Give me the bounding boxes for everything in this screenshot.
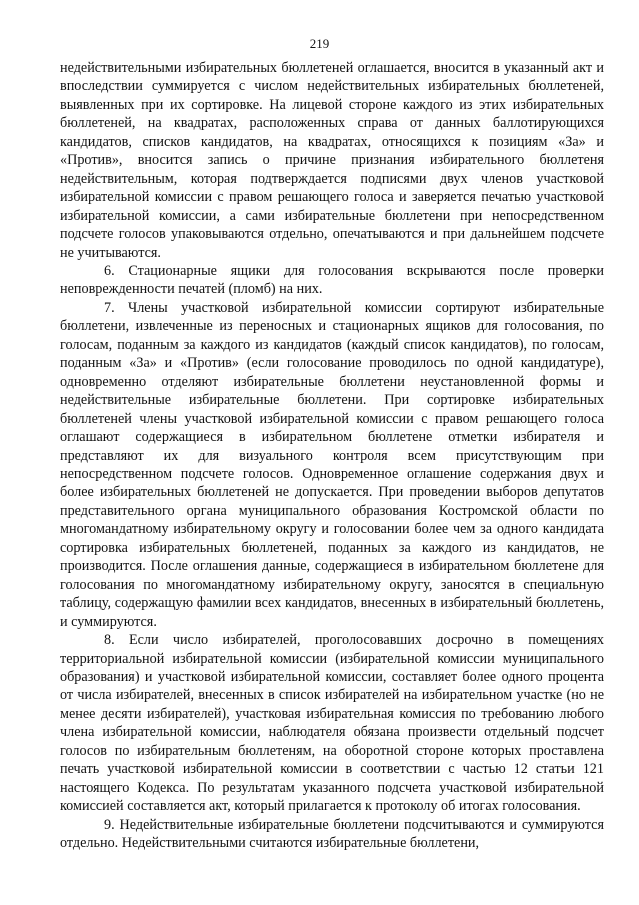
paragraph-7: 7. Члены участковой избирательной комиссии сортируют избирательные бюллетени, извлеченные из переносных и стационарных ящиков для голосования, по голосам, поданным за каждого из кандидатов (каждый список кандидатов), по голосам, поданным «За» и «Против» (если голосование проводилось по одной кандидатуре), одновременно отделяют избирательные бюллетени неустановленной формы и недействительные избирательные бюллетени. При сортировке избирательных бюллетеней члены участковой избирательной комиссии с правом решающего голоса оглашают содержащиеся в избирательном бюллетене отметки избирателя и представляют их для визуального контроля всем присутствующим при непосредственном подсчете голосов. Одновременное оглашение содержания двух и более избирательных бюллетеней не допускается. При проведении выборов депутатов представительного органа муниципального образования Костромской области по многомандатному избирательному округу и голосовании более чем за одного кандидата сортировка избирательных бюллетеней, поданных за каждого из кандидатов, не производится. После оглашения данные, содержащиеся в избирательном бюллетене для голосования по многомандатному избирательному округу, заносятся в специальную таблицу, содержащую фамилии всех кандидатов, внесенных в избирательный бюллетень, и суммируются. (60, 299, 604, 630)
document-body (60, 59, 604, 852)
paragraph-continuation: недействительными избирательных бюллетеней оглашается, вносится в указанный акт и впоследствии суммируется с числом недействительных избирательных бюллетеней, выявленных при их сортировке. На лицевой стороне каждого из этих избирательных бюллетеней, на квадратах, расположенных справа от данных баллотирующихся кандидатов, списков кандидатов, на квадратах, относящихся к позициям «За» и «Против», вносится запись о причине признания избирательного бюллетеня недействительным, которая подтверждается подписями двух членов участковой избирательной комиссии с правом решающего голоса и заверяется печатью участковой избирательной комиссии, а сами избирательные бюллетени при непосредственном подсчете голосов упаковываются отдельно, опечатываются и при дальнейшем подсчете не учитываются. (60, 60, 604, 261)
paragraph-9: 9. Недействительные избирательные бюллетени подсчитываются и суммируются отдельно. Недействительными считаются избирательные бюллетени, (60, 816, 604, 852)
paragraph-8: 8. Если число избирателей, проголосовавших досрочно в помещениях территориальной избирательной комиссии (избирательной комиссии муниципального образования) и участковой избирательной комиссии, составляет более одного процента от числа избирателей, внесенных в список избирателей на избирательном участке (но не менее десяти избирателей), участковая избирательная комиссия по требованию любого члена избирательной комиссии, наблюдателя обязана произвести отдельный подсчет голосов по избирательным бюллетеням, на оборотной стороне которых проставлена печать участковой избирательной комиссии в соответствии с частью 12 статьи 121 настоящего Кодекса. По результатам указанного подсчета участковой избирательной комиссией составляется акт, который прилагается к протоколу об итогах голосования. (60, 632, 604, 815)
paragraph-6: 6. Стационарные ящики для голосования вскрываются после проверки неповрежденности печатей (пломб) на них. (60, 262, 604, 298)
page-number: 219 (309, 36, 330, 51)
